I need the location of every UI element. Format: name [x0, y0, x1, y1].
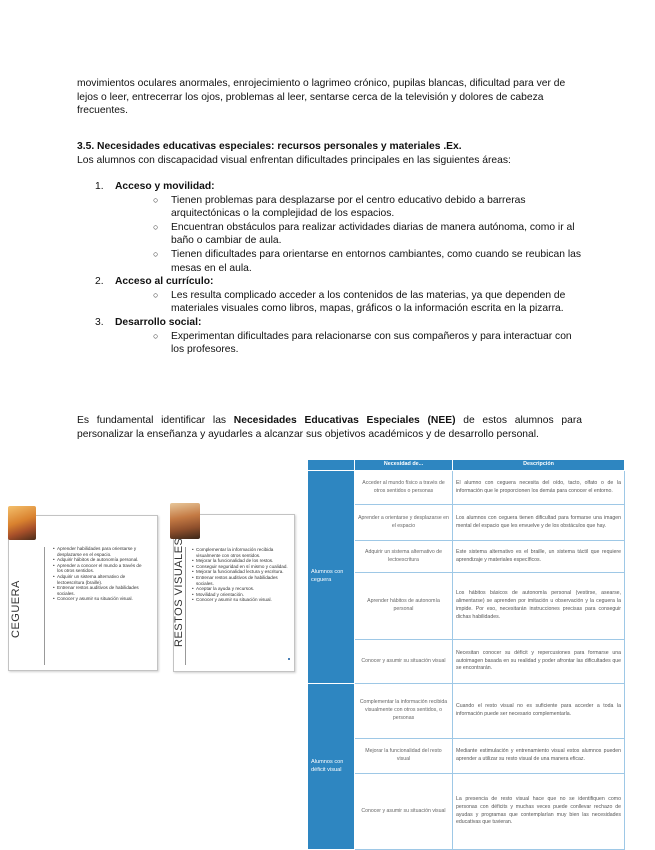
list-number: 3.	[95, 316, 104, 328]
list-number: 2.	[95, 276, 104, 288]
sublist	[115, 330, 582, 357]
card-item: • Conocer y asumir su situación visual.	[53, 596, 145, 602]
card-item: • Conseguir seguridad en sí mismo y cualidad.	[192, 564, 288, 570]
sublist-item: ○ Encuentran obstáculos para realizar actividades diarias de manera autónoma, como ir al baño o cambiar de aula.	[153, 221, 582, 248]
para2-text: de estos alumnos para personalizar la enseñanza y ayudarles a alcanzar sus objetivos académicos y de desarrollo personal.	[77, 415, 582, 440]
card-item: • Entrenar restos auditivos de habilidades sociales.	[53, 585, 145, 596]
para2-bold: Necesidades Educativas Especiales (NEE)	[233, 415, 456, 426]
list-title: Desarrollo social:	[115, 316, 202, 328]
sublist-item: ○ Experimentan dificultades para relacionarse con sus compañeros y para interactuar con los profesores.	[153, 330, 582, 357]
table-row	[308, 541, 625, 573]
sublist	[115, 289, 582, 316]
list-item-curriculum	[77, 275, 582, 316]
card-item: • Aprender a conocer el mundo a través de los otros sentidos.	[53, 563, 145, 574]
card-divider	[185, 547, 186, 665]
description-cell: Este sistema alternativo es el braille, un sistema táctil que requiere aprendizaje y materiales específicos.	[453, 541, 625, 573]
card-divider	[44, 547, 45, 665]
card-item: • Aceptar la ayuda y recursos.	[192, 586, 288, 592]
need-cell: Acceder al mundo físico a través de otros sentidos o personas	[355, 471, 453, 505]
group-label: Alumnos con déficit visual	[308, 684, 355, 850]
para2-text: Es fundamental identificar las	[77, 415, 234, 426]
card-item: • Movilidad y orientación.	[192, 592, 288, 598]
restos-list	[192, 547, 288, 603]
section-heading: 3.5. Necesidades educativas especiales: recursos personales y materiales .Ex.	[77, 141, 462, 152]
description-cell: Necesitan conocer su déficit y repercusiones para formarse una autoimagen basada en su realidad y poder afrontar las dificultades que se encontrarán.	[453, 640, 625, 684]
card-item: • Conocer y asumir su situación visual.	[192, 597, 288, 603]
list-item-access	[77, 180, 582, 275]
need-cell: Conocer y asumir su situación visual	[355, 640, 453, 684]
child-photo	[170, 503, 200, 539]
sublist-item: ○ Tienen dificultades para orientarse en entornos cambiantes, como cuando se reubican las mesas en el aula.	[153, 248, 582, 275]
child-photo	[8, 506, 36, 540]
decorative-dot	[288, 658, 290, 660]
paragraph-intro-continuation: movimientos oculares anormales, enrojecimiento o lagrimeo crónico, pupilas blancas, dificultad para ver de lejos o leer, entrecerrar los ojos, problemas al leer, sentarse cerca de la televisión y dolores de cabeza frecuentes.	[77, 78, 566, 117]
restos-label: RESTOS VISUALES	[173, 537, 185, 647]
description-cell: Los hábitos básicos de autonomía personal (vestirse, asearse, alimentarse) se aprenden por imitación u observación y la ceguera la impide. Por eso, necesitarán instrucciones precisas para conseguir dichas habilidades.	[453, 573, 625, 640]
card-item: • Entrenar restos auditivos de habilidades sociales.	[192, 575, 288, 586]
card-item: • Aprender habilidades para orientarse y desplazarse en el espacio.	[53, 546, 145, 557]
table-header-row	[308, 460, 625, 471]
table-row	[308, 739, 625, 774]
header-need: Necesidad de...	[355, 460, 453, 471]
need-cell: Adquirir un sistema alternativo de lectoescritura	[355, 541, 453, 573]
list-title: Acceso al currículo:	[115, 276, 214, 288]
needs-table	[307, 459, 625, 850]
card-item: • Complementar la información recibida visualmente con otros sentidos.	[192, 547, 288, 558]
table-row	[308, 774, 625, 850]
card-item: • Adquirir un sistema alternativo de lectoescritura (braille).	[53, 574, 145, 585]
table-row	[308, 640, 625, 684]
card-item: • Adquirir hábitos de autonomía personal.	[53, 557, 145, 563]
areas-list	[77, 180, 582, 357]
need-cell: Aprender hábitos de autonomía personal	[355, 573, 453, 640]
header-description: Descripción	[453, 460, 625, 471]
table-row	[308, 505, 625, 541]
list-number: 1.	[95, 181, 104, 192]
section-intro: Los alumnos con discapacidad visual enfrentan dificultades principales en las siguientes áreas:	[77, 155, 511, 166]
description-cell: Cuando el resto visual no es suficiente para acceder a toda la información puede ser necesario complementarla.	[453, 684, 625, 739]
need-cell: Complementar la información recibida visualmente con otros sentidos, o personas	[355, 684, 453, 739]
list-item-social	[77, 316, 582, 357]
list-title: Acceso y movilidad:	[115, 181, 215, 192]
sublist	[115, 194, 582, 276]
ceguera-label: CEGUERA	[10, 580, 22, 638]
need-cell: Conocer y asumir su situación visual	[355, 774, 453, 850]
sublist-item: ○ Tienen problemas para desplazarse por el centro educativo debido a barreras arquitectónicas o la complejidad de los espacios.	[153, 194, 582, 221]
header-empty	[308, 460, 355, 471]
sublist-item: ○ Les resulta complicado acceder a los contenidos de las materias, ya que dependen de materiales visuales como libros, mapas, gráficos o la información escrita en la pizarra.	[153, 289, 582, 316]
group-label: Alumnos con ceguera	[308, 471, 355, 684]
table-row	[308, 573, 625, 640]
ceguera-list	[53, 546, 145, 602]
paragraph-nee	[77, 414, 582, 441]
need-cell: Mejorar la funcionalidad del resto visual	[355, 739, 453, 774]
card-item: • Mejorar la funcionalidad lectura y escritura.	[192, 569, 288, 575]
card-item: • Mejorar la funcionalidad de los restos.	[192, 558, 288, 564]
table-row	[308, 684, 625, 739]
description-cell: Mediante estimulación y entrenamiento visual estos alumnos pueden aprender a utilizar su resto visual de una manera eficaz.	[453, 739, 625, 774]
description-cell: Los alumnos con ceguera tienen dificultad para formarse una imagen mental del espacio que les envuelve y de los obstáculos que hay.	[453, 505, 625, 541]
description-cell: La presencia de resto visual hace que no se identifiquen como personas con déficits y muchas veces puede conllevar rechazo de ayudas y programas que contemplarían muy bien las necesidades educativas que tuvieran.	[453, 774, 625, 850]
table-row	[308, 471, 625, 505]
description-cell: El alumno con ceguera necesita del oído, tacto, olfato o de la información que le proporcionen los demás para conocer el entorno.	[453, 471, 625, 505]
need-cell: Aprender a orientarse y desplazarse en el espacio	[355, 505, 453, 541]
